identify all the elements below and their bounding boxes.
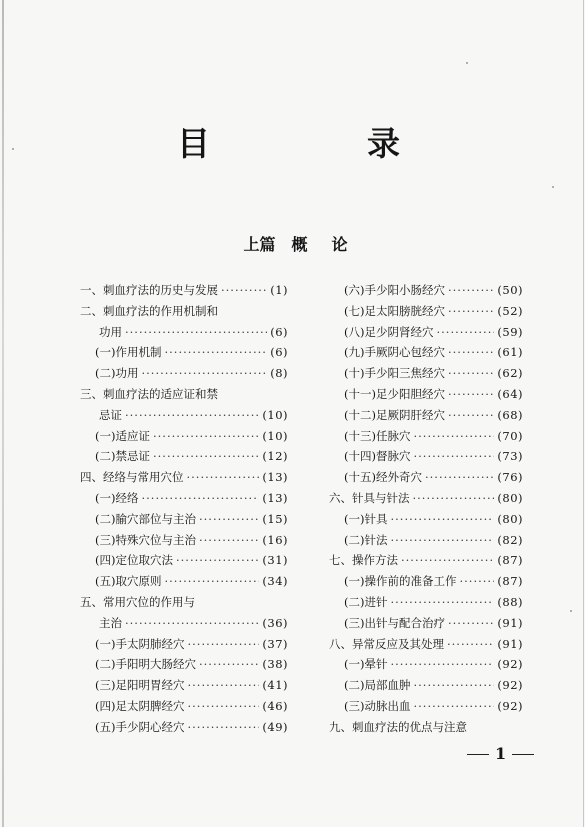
toc-entry xyxy=(80,322,288,343)
toc-entry-label: (三)足阳明胃经穴 xyxy=(95,678,185,693)
toc-entry-page: (87) xyxy=(497,574,523,589)
toc-entry-label: (一)经络 xyxy=(95,490,139,505)
page-title: 目 录 xyxy=(177,124,462,163)
scan-speck xyxy=(570,610,572,612)
toc-entry-label: 四、经络与常用穴位 xyxy=(80,470,184,485)
toc-entry xyxy=(329,571,523,592)
toc-entry-label: (二)针法 xyxy=(344,532,388,547)
toc-entry-label: (三)特殊穴位与主治 xyxy=(95,532,196,547)
toc-entry-label: 三、刺血疗法的适应证和禁 xyxy=(80,386,218,401)
toc-entry xyxy=(80,613,288,634)
toc-entry-page: (49) xyxy=(262,719,288,734)
toc-entry xyxy=(80,405,288,426)
toc-entry-label: (十一)足少阳胆经穴 xyxy=(344,386,445,401)
toc-leader-dots xyxy=(390,509,494,530)
toc-entry xyxy=(329,717,523,738)
toc-entry xyxy=(329,613,523,634)
toc-entry-page: (37) xyxy=(262,636,288,651)
toc-entry-page: (41) xyxy=(262,678,288,693)
toc-entry-page: (38) xyxy=(262,657,288,672)
toc-entry xyxy=(329,342,523,363)
toc-entry xyxy=(329,322,523,343)
toc-entry-label: (三)动脉出血 xyxy=(344,698,411,713)
toc-entry-label: (十二)足厥阴肝经穴 xyxy=(344,407,445,422)
toc-entry-page: (50) xyxy=(497,283,523,297)
toc-entry xyxy=(80,550,288,571)
toc-entry xyxy=(329,467,523,488)
toc-leader-dots xyxy=(448,280,494,301)
toc-leader-dots xyxy=(425,467,494,488)
part-title xyxy=(0,232,585,255)
toc-entry-label: (十三)任脉穴 xyxy=(344,428,411,443)
toc-leader-dots xyxy=(413,696,494,717)
toc-entry-page: (70) xyxy=(497,428,523,443)
toc-entry-label: (一)作用机制 xyxy=(95,345,162,360)
toc-entry-page: (16) xyxy=(262,532,288,547)
toc-leader-dots xyxy=(447,634,494,655)
toc-entry-page: (13) xyxy=(262,490,288,505)
toc-entry xyxy=(80,384,288,405)
toc-entry-page: (46) xyxy=(262,698,288,713)
toc-entry xyxy=(329,363,523,384)
toc-entry-page: (13) xyxy=(262,470,288,485)
toc-entry xyxy=(80,280,288,301)
toc-entry-label: (五)手少阴心经穴 xyxy=(95,719,185,734)
toc-entry-page: (92) xyxy=(497,698,523,713)
toc-entry xyxy=(80,426,288,447)
toc-leader-dots xyxy=(141,488,259,509)
toc-entry-label: (四)足太阴脾经穴 xyxy=(95,698,185,713)
scan-speck xyxy=(466,62,468,64)
toc-entry-label: (二)腧穴部位与主治 xyxy=(95,511,196,526)
toc-leader-dots xyxy=(199,509,259,530)
toc-entry-page: (88) xyxy=(497,594,523,609)
toc-leader-dots xyxy=(187,634,259,655)
toc-leader-dots xyxy=(448,363,494,384)
toc-leader-dots xyxy=(187,717,259,738)
toc-entry-page: (52) xyxy=(497,303,523,318)
toc-leader-dots xyxy=(164,342,267,363)
toc-entry xyxy=(80,488,288,509)
toc-entry-page: (10) xyxy=(262,428,288,443)
toc-entry-label: 八、异常反应及其处理 xyxy=(329,636,444,651)
toc-leader-dots xyxy=(153,426,259,447)
toc-right-column xyxy=(329,280,523,738)
toc-entry-page: (12) xyxy=(262,449,288,464)
toc-entry-label: (五)取穴原则 xyxy=(95,574,162,589)
toc-leader-dots xyxy=(448,342,494,363)
toc-entry xyxy=(80,634,288,655)
toc-leader-dots xyxy=(176,550,259,571)
toc-entry xyxy=(80,530,288,551)
toc-leader-dots xyxy=(413,446,494,467)
toc-entry-label: (一)针具 xyxy=(344,511,388,526)
toc-leader-dots xyxy=(448,301,494,322)
toc-entry xyxy=(329,696,523,717)
toc-leader-dots xyxy=(390,592,494,613)
toc-entry-label: (一)操作前的准备工作 xyxy=(344,574,457,589)
toc-entry-page: (62) xyxy=(497,366,523,381)
toc-entry xyxy=(329,384,523,405)
toc-leader-dots xyxy=(401,550,494,571)
scan-speck xyxy=(552,186,554,188)
toc-entry-page: (36) xyxy=(262,615,288,630)
toc-entry xyxy=(80,675,288,696)
toc-entry-label: (四)定位取穴法 xyxy=(95,553,173,568)
toc-entry-page: (64) xyxy=(497,386,523,401)
toc-entry-page: (10) xyxy=(262,407,288,422)
toc-entry-label: (一)晕针 xyxy=(344,657,388,672)
toc-entry-label: (十四)督脉穴 xyxy=(344,449,411,464)
toc-leader-dots xyxy=(125,613,259,634)
toc-leader-dots xyxy=(448,405,494,426)
toc-entry-page: (82) xyxy=(497,532,523,547)
toc-entry-page: (6) xyxy=(270,324,288,339)
scan-speck xyxy=(12,148,14,150)
toc-entry-page: (91) xyxy=(497,636,523,651)
toc-entry xyxy=(80,342,288,363)
toc-leader-dots xyxy=(199,654,259,675)
toc-leader-dots xyxy=(413,488,495,509)
toc-leader-dots xyxy=(125,322,267,343)
toc-entry-page: (80) xyxy=(497,490,523,505)
part-title-word: 论 xyxy=(331,235,348,254)
toc-entry xyxy=(80,571,288,592)
toc-entry-label: 主治 xyxy=(99,615,122,630)
toc-entry-page: (73) xyxy=(497,449,523,464)
toc-leader-dots xyxy=(413,426,494,447)
toc-entry xyxy=(80,654,288,675)
toc-leader-dots xyxy=(436,322,494,343)
toc-entry-page: (31) xyxy=(262,553,288,568)
toc-entry-label: (七)足太阳膀胱经穴 xyxy=(344,303,445,318)
toc-entry-label: (八)足少阴肾经穴 xyxy=(344,324,434,339)
dash-decoration xyxy=(467,754,489,755)
toc-entry-page: (92) xyxy=(497,657,523,672)
toc-entry-page: (6) xyxy=(270,345,288,360)
toc-leader-dots xyxy=(413,675,494,696)
toc-entry xyxy=(329,675,523,696)
toc-entry xyxy=(80,696,288,717)
toc-entry xyxy=(80,592,288,613)
toc-leader-dots xyxy=(187,696,259,717)
toc-entry-page: (68) xyxy=(497,407,523,422)
toc-leader-dots xyxy=(448,384,494,405)
toc-leader-dots xyxy=(141,363,267,384)
toc-entry-label: 忌证 xyxy=(99,407,122,422)
toc-leader-dots xyxy=(448,613,494,634)
toc-entry xyxy=(329,405,523,426)
toc-leader-dots xyxy=(187,675,259,696)
toc-entry-page: (59) xyxy=(497,324,523,339)
page-number: 1 xyxy=(495,744,507,763)
toc-entry xyxy=(80,363,288,384)
toc-entry-page: (61) xyxy=(497,345,523,360)
toc-entry-label: (二)手阳明大肠经穴 xyxy=(95,657,196,672)
toc-entry-page: (80) xyxy=(497,511,523,526)
toc-entry-label: (一)手太阴肺经穴 xyxy=(95,636,185,651)
toc-entry-page: (87) xyxy=(497,553,523,568)
toc-leader-dots xyxy=(390,654,494,675)
toc-entry xyxy=(329,550,523,571)
part-title-word: 概 xyxy=(291,235,308,254)
toc-entry-page: (91) xyxy=(497,615,523,630)
toc-entry xyxy=(329,592,523,613)
dash-decoration xyxy=(512,754,534,755)
toc-entry xyxy=(80,467,288,488)
toc-left-column xyxy=(80,280,288,738)
toc-entry-label: 六、针具与针法 xyxy=(329,490,410,505)
toc-entry-label: (一)适应证 xyxy=(95,428,150,443)
toc-entry xyxy=(329,654,523,675)
toc-entry xyxy=(329,301,523,322)
toc-entry-page: (34) xyxy=(262,574,288,589)
toc-entry-label: (十)手少阳三焦经穴 xyxy=(344,366,445,381)
toc-entry-page: (92) xyxy=(497,678,523,693)
toc-entry xyxy=(329,280,523,301)
toc-entry-label: 五、常用穴位的作用与 xyxy=(80,594,195,609)
toc-entry-label: 七、操作方法 xyxy=(329,553,398,568)
toc-leader-dots xyxy=(125,405,259,426)
toc-entry-label: (九)手厥阴心包经穴 xyxy=(344,345,445,360)
toc-entry-label: (十五)经外奇穴 xyxy=(344,470,422,485)
toc-entry xyxy=(329,426,523,447)
toc-entry-label: (二)禁忌证 xyxy=(95,449,150,464)
toc-entry-label: 九、刺血疗法的优点与注意 xyxy=(329,719,467,734)
toc-entry xyxy=(329,509,523,530)
toc-entry-label: (二)局部血肿 xyxy=(344,678,411,693)
toc-entry-page: (8) xyxy=(270,366,288,381)
toc-entry-label: 功用 xyxy=(99,324,122,339)
toc-leader-dots xyxy=(199,530,259,551)
toc-entry-label: (二)功用 xyxy=(95,366,139,381)
toc-entry-label: (三)出针与配合治疗 xyxy=(344,615,445,630)
page-number-footer xyxy=(461,744,540,763)
toc-entry-label: 一、刺血疗法的历史与发展 xyxy=(80,283,218,297)
toc-leader-dots xyxy=(221,280,267,301)
toc-entry xyxy=(80,717,288,738)
toc-leader-dots xyxy=(459,571,494,592)
toc-entry xyxy=(329,530,523,551)
toc-entry xyxy=(80,301,288,322)
toc-entry-page: (1) xyxy=(270,283,288,297)
toc-entry xyxy=(329,634,523,655)
toc-entry-label: 二、刺血疗法的作用机制和 xyxy=(80,303,218,318)
toc-entry xyxy=(329,488,523,509)
toc-leader-dots xyxy=(390,530,494,551)
toc-leader-dots xyxy=(153,446,259,467)
toc-entry-label: (六)手少阳小肠经穴 xyxy=(344,283,445,297)
toc-entry xyxy=(329,446,523,467)
toc-entry-label: (二)进针 xyxy=(344,594,388,609)
toc-entry-page: (76) xyxy=(497,470,523,485)
toc-leader-dots xyxy=(187,467,260,488)
toc-leader-dots xyxy=(164,571,259,592)
part-title-word: 上篇 xyxy=(243,235,276,254)
toc-entry-page: (15) xyxy=(262,511,288,526)
toc-entry xyxy=(80,446,288,467)
toc-entry xyxy=(80,509,288,530)
